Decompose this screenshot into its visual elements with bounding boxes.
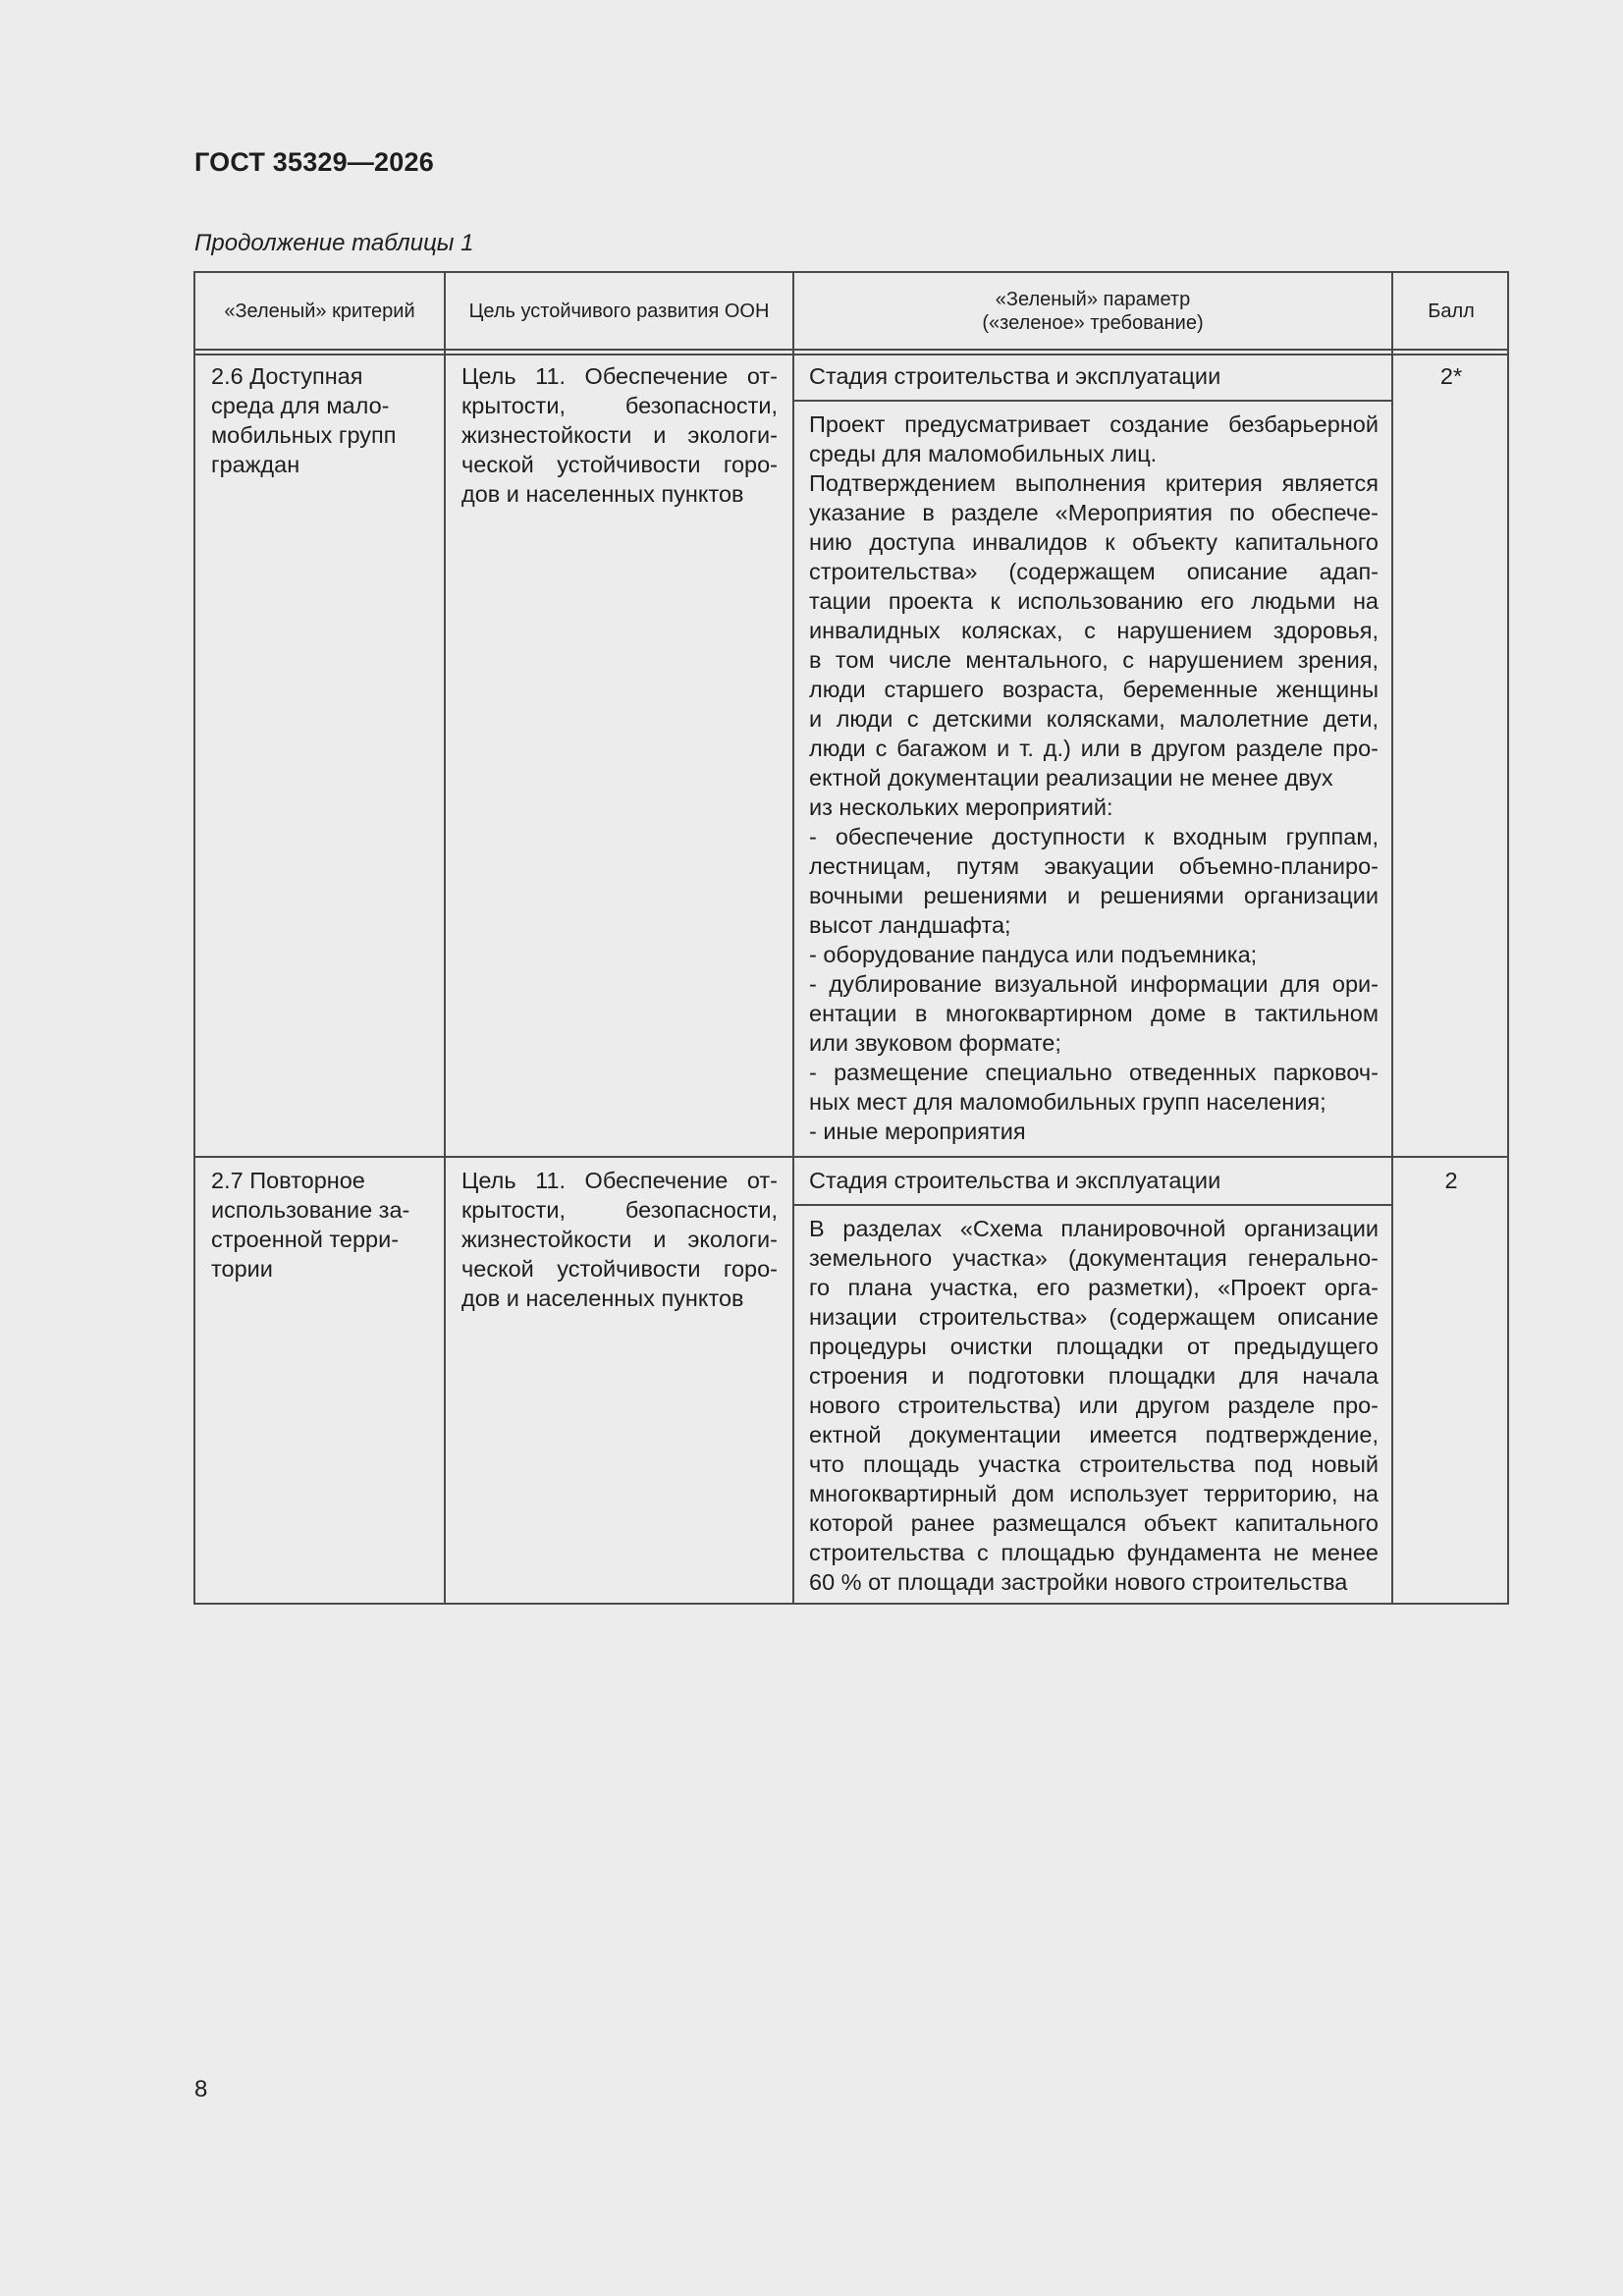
param-line: строения и подготовки площадки для начала	[809, 1363, 1379, 1389]
stage-label: Стадия строительства и эксплуатации	[809, 363, 1221, 389]
goal-line: ческой устойчивости горо-	[461, 452, 778, 477]
param-line: 60 % от площади застройки нового строительства	[809, 1569, 1348, 1595]
param-line: Проект предусматривает создание безбарьерной	[809, 411, 1379, 437]
param-line: В разделах «Схема планировочной организации	[809, 1216, 1379, 1241]
goal-line: Цель 11. Обеспечение от-	[461, 1168, 778, 1193]
criterion-line: среда для мало-	[211, 393, 390, 418]
stage-divider	[794, 1204, 1391, 1206]
header-divider	[195, 354, 1507, 355]
param-line: лестницам, путям эвакуации объемно-планиро-	[809, 853, 1379, 879]
param-line: - иные мероприятия	[809, 1119, 1026, 1144]
header-parameter-sublabel: («зеленое» требование)	[982, 311, 1204, 334]
goal-line: крытости, безопасности,	[461, 1197, 778, 1223]
param-line: что площадь участка строительства под новый	[809, 1451, 1379, 1477]
param-line: ектной документации имеется подтверждение,	[809, 1422, 1379, 1448]
header-parameter-label: «Зеленый» параметр	[995, 288, 1191, 310]
row-2-criterion	[211, 1166, 432, 1284]
row-1-parameter	[809, 410, 1379, 1146]
param-line: или звуковом формате;	[809, 1030, 1061, 1056]
criterion-line: строенной терри-	[211, 1227, 400, 1252]
page-number: 8	[194, 2076, 208, 2103]
param-line: инвалидных колясках, с нарушением здоровья,	[809, 618, 1379, 643]
row-1-goal	[461, 361, 778, 509]
param-line: и люди с детскими колясками, малолетние дети,	[809, 706, 1379, 732]
row-2-parameter	[809, 1214, 1379, 1597]
score-value: 2*	[1439, 363, 1463, 389]
goal-line: дов и населенных пунктов	[461, 481, 744, 507]
row-2-score	[1393, 1166, 1509, 1195]
criterion-line: граждан	[211, 452, 300, 477]
header-divider	[195, 349, 1507, 351]
param-line: ных мест для маломобильных групп населения;	[809, 1089, 1326, 1115]
header-goal-label: Цель устойчивого развития ООН	[468, 300, 770, 322]
row-divider	[195, 1156, 1507, 1158]
header-goal	[446, 273, 792, 349]
goal-line: ческой устойчивости горо-	[461, 1256, 778, 1282]
param-line: строительства» (содержащем описание адап-	[809, 559, 1379, 584]
header-criterion	[195, 273, 444, 349]
param-line: - размещение специально отведенных парковоч-	[809, 1060, 1379, 1085]
column-divider	[444, 273, 446, 1603]
param-line: вочными решениями и решениями организации	[809, 883, 1379, 908]
row-2-stage	[809, 1166, 1379, 1195]
header-parameter	[794, 273, 1391, 349]
document-title: ГОСТ 35329—2026	[194, 147, 434, 177]
param-line: - оборудование пандуса или подъемника;	[809, 942, 1258, 967]
param-line: ентации в многоквартирном доме в тактильном	[809, 1001, 1379, 1026]
param-line: го плана участка, его разметки), «Проект орга-	[809, 1275, 1379, 1300]
param-line: нового строительства) или другом разделе про-	[809, 1393, 1379, 1418]
header-score-label: Балл	[1428, 300, 1475, 322]
stage-label: Стадия строительства и эксплуатации	[809, 1168, 1221, 1193]
goal-line: крытости, безопасности,	[461, 393, 778, 418]
param-line: указание в разделе «Мероприятия по обеспече-	[809, 500, 1379, 525]
row-1-stage	[809, 361, 1379, 391]
row-1-criterion	[211, 361, 432, 479]
goal-line: жизнестойкости и экологи-	[461, 1227, 778, 1252]
param-line: Подтверждением выполнения критерия является	[809, 470, 1379, 496]
header-score	[1393, 273, 1509, 349]
param-line: люди с багажом и т. д.) или в другом разделе про-	[809, 736, 1379, 761]
goal-line: дов и населенных пунктов	[461, 1285, 744, 1311]
param-line: среды для маломобильных лиц.	[809, 441, 1158, 466]
criteria-table	[193, 271, 1509, 1605]
param-line: земельного участка» (документация генерально-	[809, 1245, 1379, 1271]
param-line: процедуры очистки площадки от предыдущего	[809, 1334, 1379, 1359]
criterion-line: использование за-	[211, 1197, 410, 1223]
criterion-line: 2.6 Доступная	[211, 363, 363, 389]
criterion-line: тории	[211, 1256, 273, 1282]
score-value: 2	[1444, 1168, 1458, 1193]
criterion-line: мобильных групп	[211, 422, 397, 448]
param-line: в том числе ментального, с нарушением зрения,	[809, 647, 1379, 673]
param-line: многоквартирный дом использует территорию, на	[809, 1481, 1379, 1506]
param-line: - обеспечение доступности к входным группам,	[809, 824, 1379, 849]
param-line: из нескольких мероприятий:	[809, 794, 1113, 820]
param-line: высот ландшафта;	[809, 912, 1011, 938]
criterion-line: 2.7 Повторное	[211, 1168, 365, 1193]
column-divider	[1391, 273, 1393, 1603]
stage-divider	[794, 400, 1391, 402]
column-divider	[792, 273, 794, 1603]
param-line: ектной документации реализации не менее двух	[809, 765, 1333, 791]
row-1-score	[1393, 361, 1509, 391]
header-criterion-label: «Зеленый» критерий	[224, 300, 415, 322]
param-line: - дублирование визуальной информации для ори-	[809, 971, 1379, 997]
param-line: нию доступа инвалидов к объекту капитального	[809, 529, 1379, 555]
param-line: низации строительства» (содержащем описание	[809, 1304, 1379, 1330]
param-line: строительства с площадью фундамента не менее	[809, 1540, 1379, 1565]
param-line: которой ранее размещался объект капитального	[809, 1510, 1379, 1536]
goal-line: жизнестойкости и экологи-	[461, 422, 778, 448]
table-caption: Продолжение таблицы 1	[194, 230, 474, 256]
row-2-goal	[461, 1166, 778, 1313]
goal-line: Цель 11. Обеспечение от-	[461, 363, 778, 389]
param-line: люди старшего возраста, беременные женщины	[809, 677, 1379, 702]
param-line: тации проекта к использованию его людьми на	[809, 588, 1379, 614]
